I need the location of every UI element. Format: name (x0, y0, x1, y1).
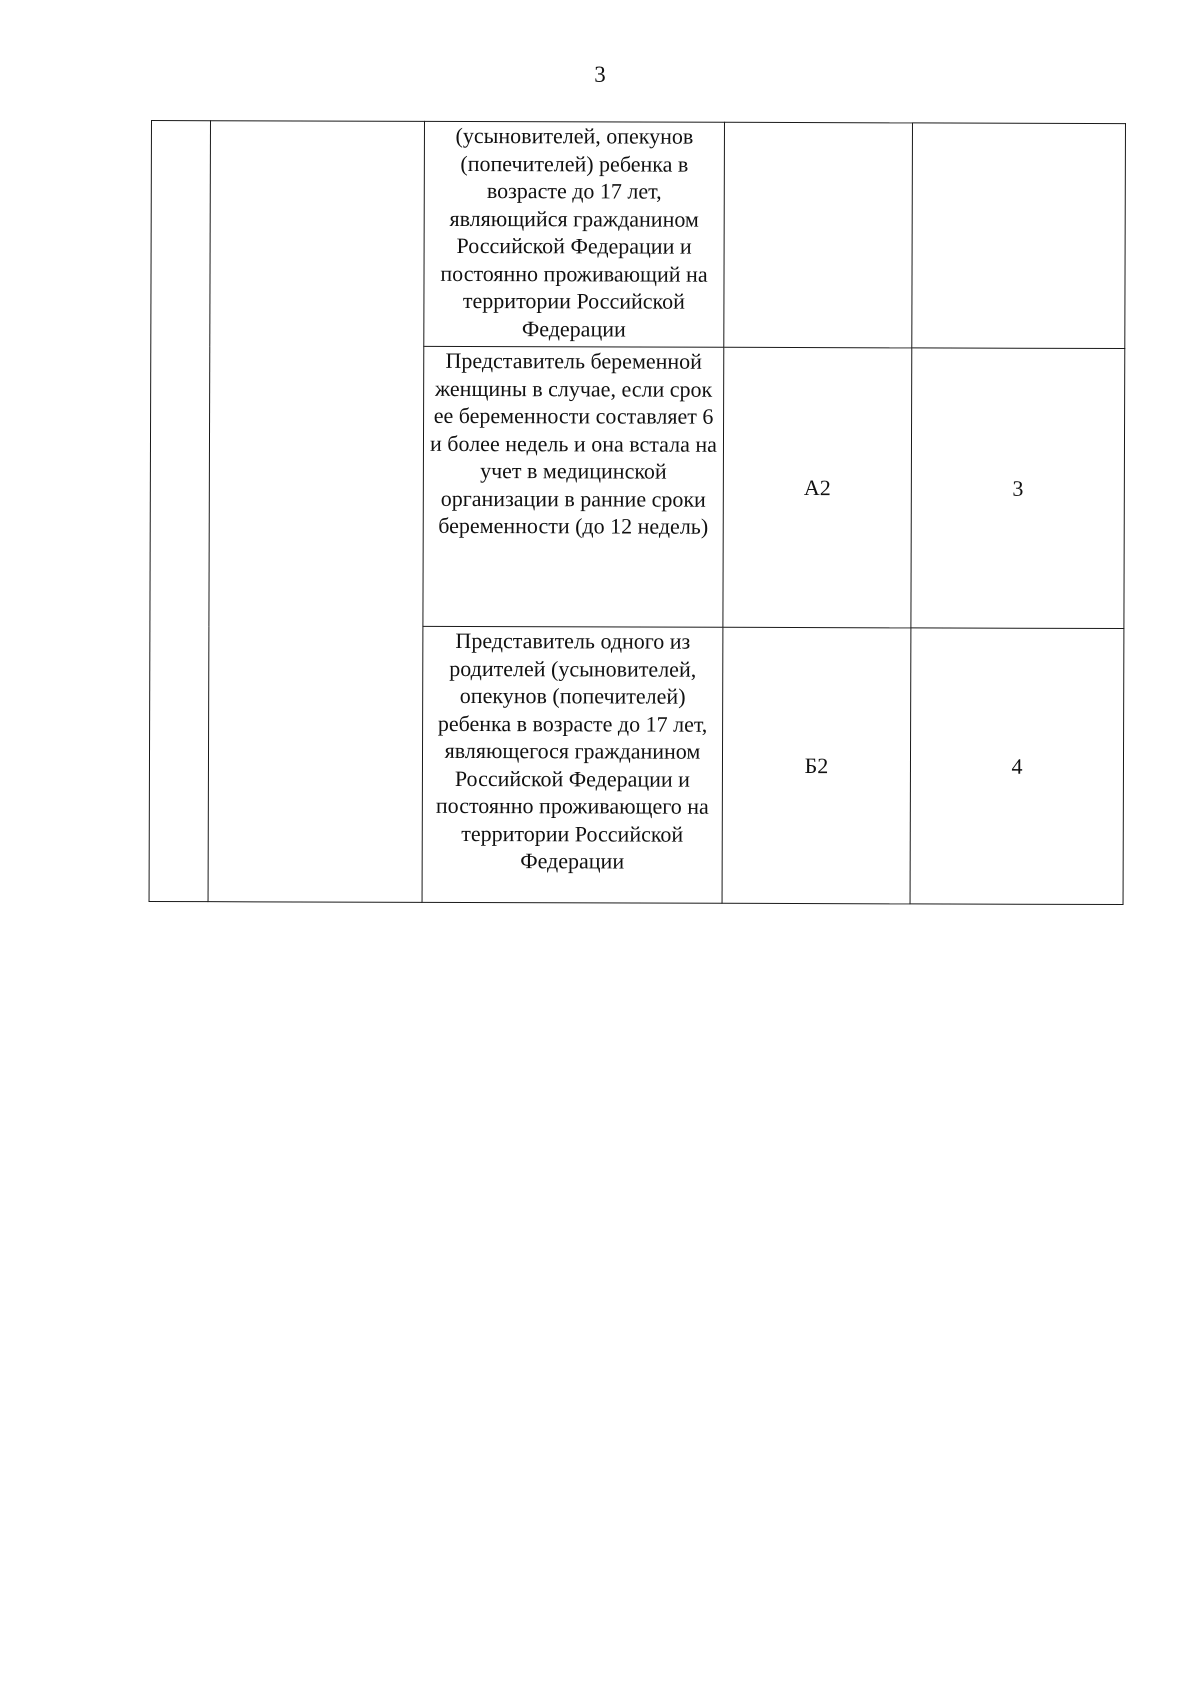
code-cell: А2 (723, 347, 912, 628)
description-cell: (усыновителей, опекунов (попечителей) ребенка в возрасте до 17 лет, являющийся гражданином Российской Федерации и постоянно проживающий на территории Российской Федерации (424, 121, 725, 347)
number-cell: 4 (910, 628, 1124, 905)
description-cell: Представитель беременной женщины в случае, если срок ее беременности составляет 6 и более недель и она встала на учет в медицинской организации в ранние сроки беременности (до 12 недель) (423, 346, 724, 627)
number-cell (912, 123, 1126, 349)
number-cell: 3 (911, 348, 1125, 629)
code-cell (724, 122, 913, 348)
code-cell: Б2 (722, 627, 911, 904)
description-cell: Представитель одного из родителей (усыновителей, опекунов (попечителей) ребенка в возрасте до 17 лет, являющегося гражданином Российской Федерации и постоянно проживающего на территории Российской Федерации (422, 626, 723, 903)
table-row (151, 121, 1126, 349)
category-cell (208, 121, 424, 903)
continuation-table (149, 120, 1126, 905)
index-cell (149, 121, 210, 902)
page-number: 3 (594, 62, 606, 87)
